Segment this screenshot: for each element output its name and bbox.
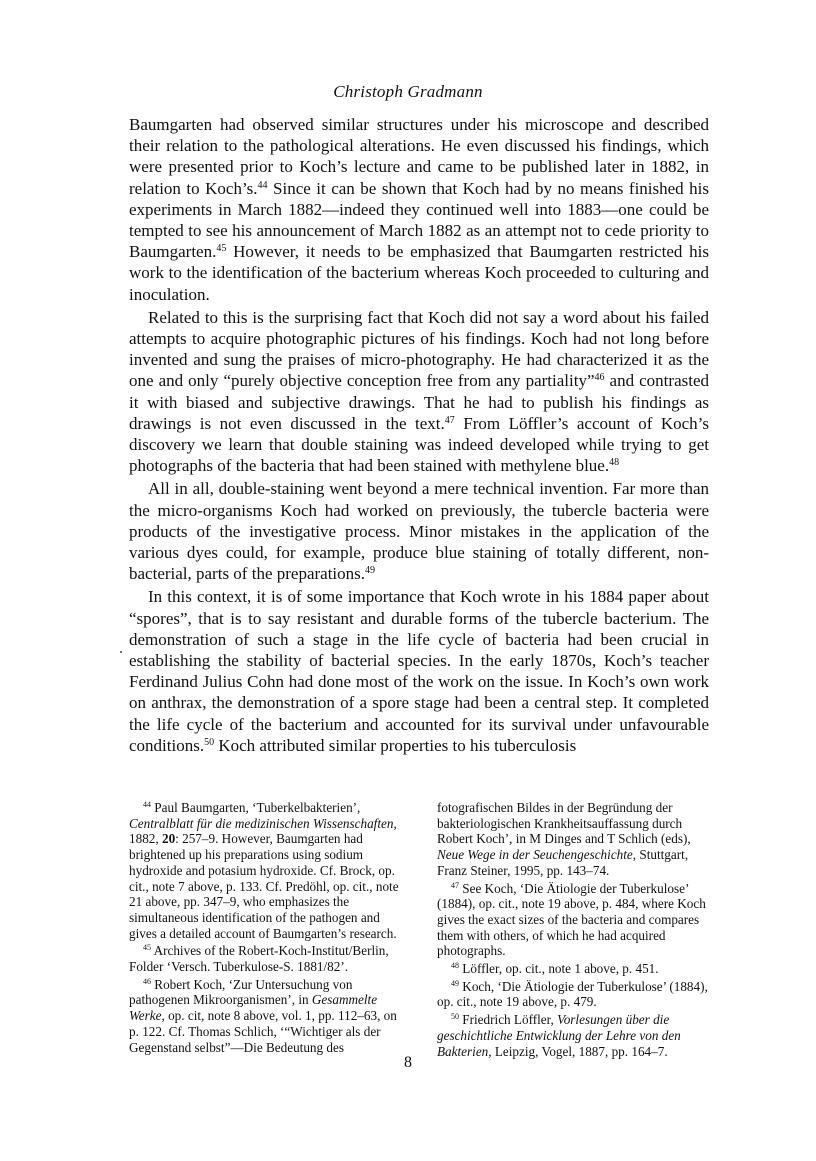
- text-run: Friedrich Löffler,: [459, 1012, 558, 1028]
- bold-text: 20: [161, 831, 176, 847]
- text-run: and contrasted it with biased and subjective drawings. That he had to publish his findings as drawings is not even discussed in the text.: [129, 371, 709, 433]
- text-run: : 257–9. However, Baumgarten had brightened up his preparations using sodium hydroxide and potasium hydroxide. Cf. Brock, op. cit., note 7 above, p. 133. Cf. Predöhl, op. cit., note 21 above, pp. 347–9, who emphasizes the simultaneous identification of the pathogen and gives a detailed account of Baumgarten’s research.: [129, 831, 399, 941]
- text-run: , op. cit, note 8 above, vol. 1, pp. 112–63, on p. 122. Cf. Thomas Schlich, ‘“Wichtiger als der Gegenstand selbst”—Die Bedeutung des: [129, 1008, 397, 1055]
- body-text: [129, 114, 709, 756]
- text-run: Archives of the Robert-Koch-Institut/Berlin, Folder ‘Versch. Tuberkulose-S. 1881/82’.: [129, 943, 389, 975]
- footnote: [437, 800, 709, 879]
- footnote-ref: 48: [609, 457, 620, 469]
- text-run: In this context, it is of some importance that Koch wrote in his 1884 paper about “spores”, that is to say resistant and durable forms of the tubercle bacterium. The demonstration of such a stage in the life cycle of bacteria had been crucial in establishing the stability of bacterial species. In the early 1870s, Koch’s teacher Ferdinand Julius Cohn had done most of the work on the issue. In Koch’s own work on anthrax, the demonstration of a spore stage had been a central step. It completed the life cycle of the bacterium and accounted for its survival under unfavourable conditions.: [129, 587, 709, 755]
- footnote: [437, 881, 709, 960]
- text-run: Baumgarten had observed similar structures under his microscope and described their relation to the pathological alterations. He even discussed his findings, which were presented prior to Koch’s lecture and came to be published later in 1882, in relation to Koch’s.: [129, 115, 709, 198]
- italic-text: Gesammelte Werke: [129, 992, 378, 1024]
- text-run: Paul Baumgarten, ‘Tuberkelbakterien’,: [151, 800, 361, 815]
- footnotes: [129, 800, 709, 1059]
- text-run: , Leipzig, Vogel, 1887, pp. 164–7.: [488, 1043, 668, 1059]
- print-speck: [120, 651, 122, 653]
- paragraph-1: [129, 114, 709, 305]
- footnote-ref: 47: [451, 880, 459, 890]
- footnote: [129, 977, 401, 1056]
- text-run: From Löffler’s account of Koch’s discovery we learn that double staining was indeed developed while trying to get photographs of the bacteria that had been stained with methylene blue.: [129, 413, 710, 476]
- text-run: , Stuttgart, Franz Steiner, 1995, pp. 143–74.: [437, 847, 689, 878]
- paragraph-2: [129, 307, 709, 477]
- text-run: fotografischen Bildes in der Begründung der bakteriologischen Krankheitsauffassung durch Robert Koch’, in M Dinges and T Schlich (eds),: [437, 800, 691, 847]
- footnote-ref: 50: [204, 736, 215, 748]
- footnote-ref: 47: [444, 414, 455, 426]
- page-number: 8: [404, 1054, 412, 1071]
- text-run: Koch, ‘Die Ätiologie der Tuberkulose’ (1884), op. cit., note 19 above, p. 479.: [437, 978, 708, 1010]
- footnote-ref: 49: [365, 565, 376, 577]
- text-run: Since it can be shown that Koch had by no means finished his experiments in March 1882—indeed they continued well into 1883—one could be tempted to see his announcement of March 1882 as an attempt not to cede priority to Baumgarten.: [129, 178, 709, 262]
- footnote-ref: 49: [451, 978, 459, 988]
- footnote: [129, 943, 401, 974]
- text-run: See Koch, ‘Die Ätiologie der Tuberkulose’ (1884), op. cit., note 19 above, p. 484, where Koch gives the exact sizes of the bacteria and compares them with others, of which he had acquired photographs.: [437, 880, 706, 959]
- footnote: [437, 961, 709, 977]
- text-run: Koch attributed similar properties to his tuberculosis: [214, 735, 577, 755]
- footnote-ref: 46: [594, 372, 605, 384]
- footnote: [437, 1012, 709, 1059]
- text-run: All in all, double-staining went beyond a mere technical invention. Far more than the micro-organisms Koch had worked on previously, the tubercle bacteria were products of the investigative process. Minor mistakes in the application of the various dyes could, for example, produce blue staining of totally different, non-bacterial, parts of the preparations.: [129, 479, 709, 584]
- text-run: However, it needs to be emphasized that Baumgarten restricted his work to the identification of the bacterium whereas Koch proceeded to culturing and inoculation.: [129, 242, 709, 304]
- italic-text: Vorlesungen über die geschichtliche Entwicklung der Lehre von den Bakterien: [437, 1012, 681, 1059]
- footnote-ref: 45: [143, 943, 151, 953]
- footnote: [437, 979, 709, 1010]
- footnotes-left-column: [129, 800, 401, 1059]
- footnote-ref: 44: [143, 800, 151, 809]
- footnotes-right-column: [437, 800, 709, 1059]
- paragraph-3: [129, 478, 709, 584]
- footnote-ref: 48: [451, 961, 459, 971]
- italic-text: Centralblatt für die medizinischen Wissenschaften: [129, 815, 394, 831]
- text-run: Robert Koch, ‘Zur Untersuchung von pathogenen Mikroorganismen’, in: [129, 976, 353, 1008]
- text-run: , 1882,: [129, 815, 397, 847]
- footnote-ref: 46: [143, 976, 151, 986]
- footnote: [129, 800, 401, 941]
- footnote-ref: 44: [257, 179, 268, 191]
- text-run: Löffler, op. cit., note 1 above, p. 451.: [459, 961, 659, 977]
- footnote-ref: 45: [216, 243, 227, 255]
- text-run: Related to this is the surprising fact that Koch did not say a word about his failed attempts to acquire photographic pictures of his findings. Koch had not long before invented and sung the praises of micro-photography. He had characterized it as the one and only “purely objective conception free from any partiality”: [129, 307, 709, 391]
- footnote-ref: 50: [451, 1012, 459, 1022]
- paragraph-4: [129, 586, 709, 756]
- italic-text: Neue Wege in der Seuchengeschichte: [437, 847, 633, 863]
- running-head: Christoph Gradmann: [333, 82, 483, 101]
